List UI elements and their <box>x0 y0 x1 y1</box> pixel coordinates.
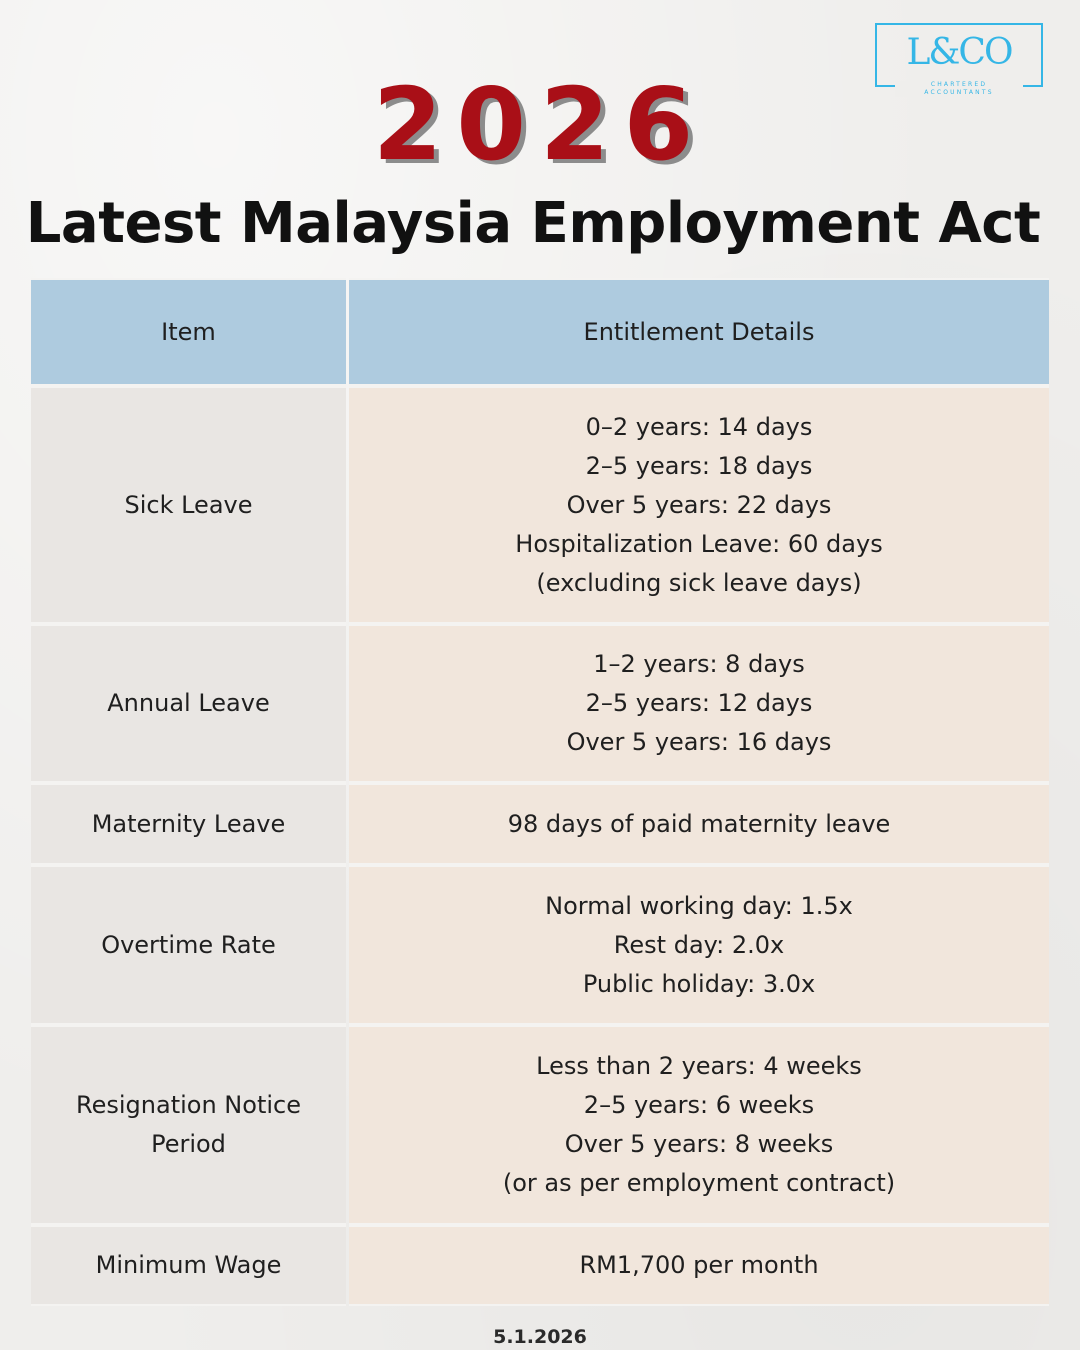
header-details: Entitlement Details <box>349 278 1049 384</box>
title-year: 2026 <box>372 66 708 183</box>
detail-line: Over 5 years: 8 weeks <box>564 1130 834 1158</box>
item-label: Maternity Leave <box>91 809 286 838</box>
item-label: Minimum Wage <box>95 1251 282 1279</box>
item-label: Overtime Rate <box>101 930 276 959</box>
detail-line: (or as per employment contract) <box>502 1169 896 1197</box>
row-details-minimum-wage <box>349 1223 1049 1306</box>
detail-line: 2–5 years: 6 weeks <box>583 1091 815 1119</box>
item-label: Resignation Notice Period <box>76 1091 301 1158</box>
detail-line: RM1,700 per month <box>579 1251 819 1279</box>
item-label: Annual Leave <box>107 689 270 717</box>
detail-line: 2–5 years: 18 days <box>585 451 813 480</box>
detail-line: 0–2 years: 14 days <box>585 412 813 441</box>
row-item-resignation-notice <box>31 1023 346 1223</box>
row-item-maternity-leave <box>31 781 346 863</box>
detail-line: Hospitalization Leave: 60 days <box>515 529 883 558</box>
row-details-annual-leave <box>349 622 1049 781</box>
row-item-annual-leave <box>31 622 346 781</box>
detail-line: 2–5 years: 12 days <box>585 689 813 717</box>
row-item-minimum-wage <box>31 1223 346 1306</box>
header-item: Item <box>31 278 346 384</box>
row-details-sick-leave <box>349 384 1049 622</box>
row-details-overtime-rate <box>349 863 1049 1023</box>
detail-line: Over 5 years: 16 days <box>566 728 832 756</box>
detail-line: (excluding sick leave days) <box>536 568 862 597</box>
row-details-maternity-leave <box>349 781 1049 863</box>
row-item-overtime-rate <box>31 863 346 1023</box>
row-details-resignation-notice <box>349 1023 1049 1223</box>
footer-date: 5.1.2026 <box>493 1326 587 1348</box>
detail-line: Over 5 years: 22 days <box>566 490 832 519</box>
row-item-sick-leave <box>31 384 346 622</box>
item-label: Sick Leave <box>124 490 253 519</box>
detail-line: Less than 2 years: 4 weeks <box>536 1052 862 1080</box>
detail-line: Normal working day: 1.5x <box>545 891 853 920</box>
logo-tagline: CHARTERED ACCOUNTANTS <box>895 81 1023 97</box>
logo-wordmark: L&CO <box>906 32 1012 73</box>
detail-line: 98 days of paid maternity leave <box>507 809 891 838</box>
page-title: Latest Malaysia Employment Act <box>25 191 1041 256</box>
detail-line: Public holiday: 3.0x <box>582 969 816 998</box>
entitlement-table <box>31 278 1049 1306</box>
detail-line: 1–2 years: 8 days <box>593 650 805 678</box>
detail-line: Rest day: 2.0x <box>613 930 785 959</box>
